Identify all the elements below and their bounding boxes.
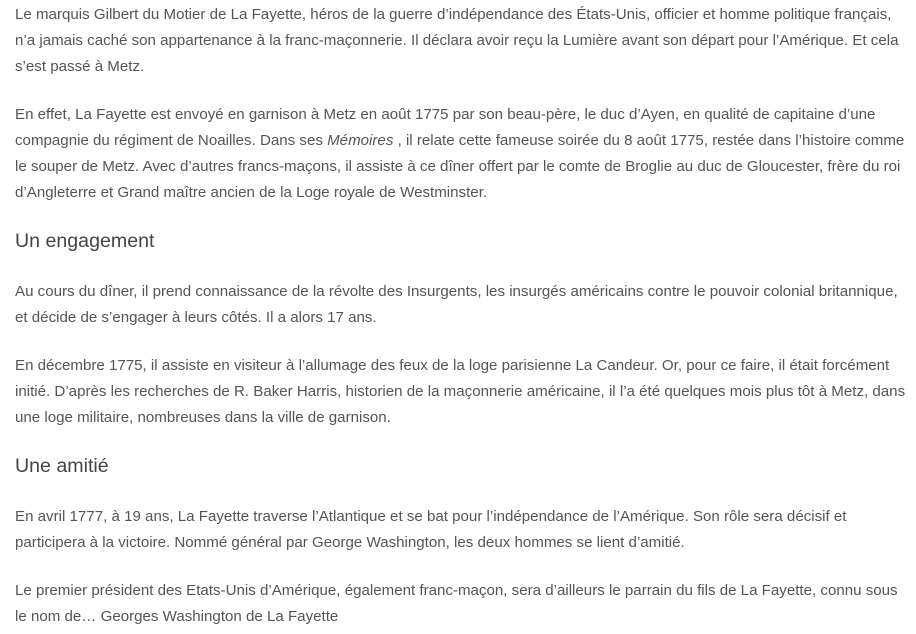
paragraph-metz-garrison [15,102,906,206]
paragraph-godfather: Le premier président des Etats-Unis d’Amérique, également franc-maçon, sera d’ailleurs le parrain du fils de La Fayette, connu sous le nom de… Georges Washington de La Fayette [15,582,898,625]
paragraph-insurgents: Au cours du dîner, il prend connaissance de la révolte des Insurgents, les insurgés américains contre le pouvoir colonial britannique, et décide de s’engager à leurs côtés. Il a alors 17 ans. [15,283,898,326]
paragraph-text: En effet, La Fayette est envoyé en garnison à Metz en août 1775 par son beau-père, le duc d’Ayen, en qualité de capitaine d’une compagnie du régiment de Noailles. Dans ses [15,106,876,149]
paragraph-text: , il relate cette fameuse soirée du 8 août 1775, restée dans l’histoire comme le souper de Metz. Avec d’autres francs-maçons, il assiste à ce dîner offert par le comte de Broglie au duc de Gloucester, frère du roi d’Angleterre et Grand maître ancien de la Loge royale de Westminster. [15,132,905,201]
paragraph-intro: Le marquis Gilbert du Motier de La Fayette, héros de la guerre d’indépendance des États-Unis, officier et homme politique français, n’a jamais caché son appartenance à la franc-maçonnerie. Il déclara avoir reçu la Lumière avant son départ pour l’Amérique. Et cela s’est passé à Metz. [15,6,899,75]
section-heading-engagement: Un engagement [15,230,155,252]
paragraph-initiation: En décembre 1775, il assiste en visiteur à l’allumage des feux de la loge parisienne La Candeur. Or, pour ce faire, il était forcément initié. D’après les recherches de R. Baker Harris, historien de la maçonnerie américaine, il l’a été quelques mois plus tôt à Metz, dans une loge militaire, nombreuses dans la ville de garnison. [15,357,906,426]
paragraph-atlantic: En avril 1777, à 19 ans, La Fayette traverse l’Atlantique et se bat pour l’indépendance de l’Amérique. Son rôle sera décisif et participera à la victoire. Nommé général par George Washington, les deux hommes se lient d’amitié. [15,508,847,551]
section-heading-amitie: Une amitié [15,455,109,477]
memoires-title: Mémoires [327,132,394,149]
